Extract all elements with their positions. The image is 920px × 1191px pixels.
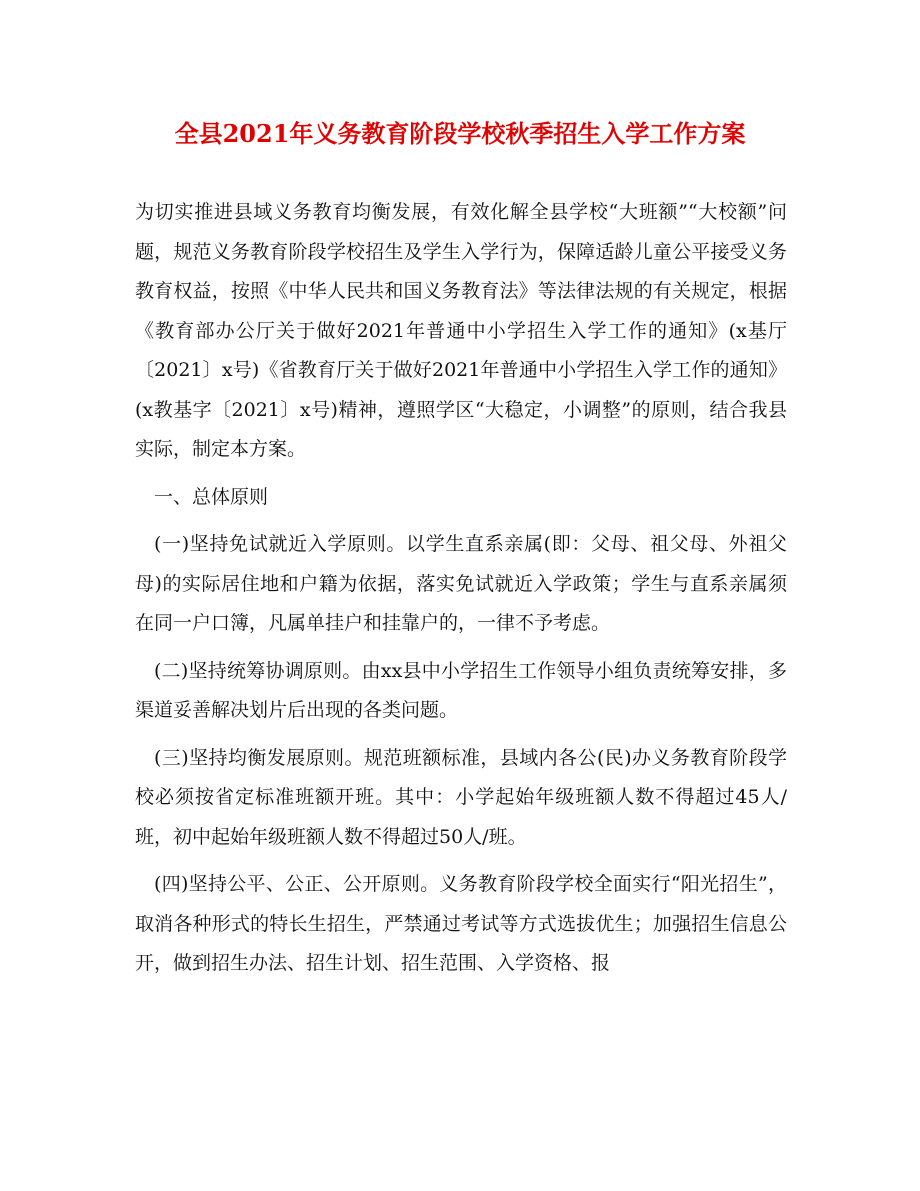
principle-paragraph-2: (二)坚持统筹协调原则。由xx县中小学招生工作领导小组负责统筹安排，多渠道妥善解决划片后出现的各类问题。 (135, 659, 787, 721)
intro-paragraph: 为切实推进县域义务教育均衡发展，有效化解全县学校“大班额”“大校额”问题，规范义务教育阶段学校招生及学生入学行为，保障适龄儿童公平接受义务教育权益，按照《中华人民共和国义务教育法》等法律法规的有关规定，根据《教育部办公厅关于做好2021年普通中小学招生入学工作的通知》(x基厅〔2021〕x号)《省教育厅关于做好2021年普通中小学招生入学工作的通知》(x教基字〔2021〕x号)精神，遵照学区“大稳定，小调整”的原则，结合我县实际，制定本方案。 (135, 201, 787, 460)
document-body (135, 193, 787, 992)
principle-paragraph-4: (四)坚持公平、公正、公开原则。义务教育阶段学校全面实行“阳光招生”，取消各种形式的特长生招生，严禁通过考试等方式选拔优生；加强招生信息公开，做到招生办法、招生计划、招生范围、入学资格、报 (135, 873, 787, 974)
document-title: 全县2021年义务教育阶段学校秋季招生入学工作方案 (174, 119, 746, 148)
principle-paragraph-3: (三)坚持均衡发展原则。规范班额标准，县域内各公(民)办义务教育阶段学校必须按省定标准班额开班。其中：小学起始年级班额人数不得超过45人/班，初中起始年级班额人数不得超过50人/班。 (135, 746, 787, 848)
principle-paragraph-1: (一)坚持免试就近入学原则。以学生直系亲属(即：父母、祖父母、外祖父母)的实际居住地和户籍为依据，落实免试就近入学政策；学生与直系亲属须在同一户口簿，凡属单挂户和挂靠户的，一律不予考虑。 (135, 533, 787, 634)
section-heading-general-principles: 一、总体原则 (154, 485, 269, 508)
